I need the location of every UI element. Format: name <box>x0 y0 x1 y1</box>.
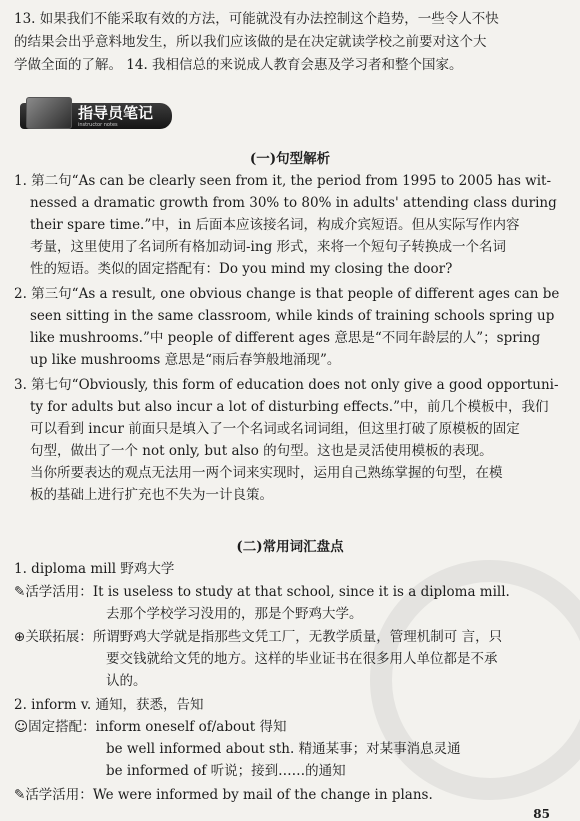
pen-icon: ✎ <box>14 787 26 803</box>
fixed-phrase: be informed of 听说；接到……的通知 <box>106 763 346 779</box>
fixed-label: 固定搭配： <box>28 719 96 735</box>
usage-line <box>14 583 572 601</box>
body-line: seen sitting in the same classroom, while kinds of training schools spring up <box>30 308 555 324</box>
pen-icon: ✎ <box>14 584 26 600</box>
badge-subtitle: instructor notes <box>78 122 118 128</box>
body-line: 考量，这里使用了名词所有格加动词-ing 形式，来将一个短句子转换成一个名词 <box>30 239 507 255</box>
extension-text: 所谓野鸡大学就是指那些文凭工厂，无教学质量，管理机制可 言，只 <box>92 629 503 645</box>
body-line: 当你所要表达的观点无法用一两个词来实现时，运用自己熟练掌握的句型，在模 <box>30 465 503 481</box>
vocab-item: 1. diploma mill 野鸡大学 <box>14 561 175 577</box>
link-icon: ⊕ <box>14 629 26 645</box>
body-line: up like mushrooms 意思是“雨后春笋般地涌现”。 <box>30 352 341 368</box>
section-heading: (二)常用词汇盘点 <box>236 539 344 555</box>
extension-text: 认的。 <box>106 673 147 689</box>
instructor-notes-badge <box>20 103 172 129</box>
usage-translation: 去那个学校学习没用的，那是个野鸡大学。 <box>106 606 363 622</box>
body-line: 可以看到 incur 前面只是填入了一个名词或名词词组，但这里打破了原模板的固定 <box>30 421 520 437</box>
body-line: like mushrooms.”中 people of different ages 意思是“不同年龄层的人”；spring <box>30 330 541 346</box>
body-line: ty for adults but also incur a lot of disturbing effects.”中，前几个模板中，我们 <box>30 399 549 415</box>
extension-line <box>14 628 572 646</box>
usage-example: We were informed by mail of the change in plans. <box>92 787 433 803</box>
page-number: 85 <box>533 807 550 821</box>
fixed-phrase: inform oneself of/about 得知 <box>95 719 287 735</box>
vocab-item: 2. inform v. 通知，获悉，告知 <box>14 697 204 713</box>
body-line: 3. 第七句“Obviously, this form of education does not only give a good opportuni- <box>14 377 559 393</box>
body-line: 2. 第三句“As a result, one obvious change is that people of different ages can be <box>14 286 560 302</box>
top-text-line: 学做全面的了解。 14. 我相信总的来说成人教育会惠及学习者和整个国家。 <box>14 57 463 73</box>
usage-label: 活学活用： <box>25 787 93 803</box>
usage-label: 活学活用： <box>25 584 93 600</box>
body-line: 句型，做出了一个 not only, but also 的句型。这也是灵活使用模板的表现。 <box>30 443 493 459</box>
top-text-line: 的结果会出乎意料地发生，所以我们应该做的是在决定就读学校之前要对这个大 <box>14 34 487 50</box>
smiley-icon: ☺ <box>14 719 29 735</box>
fixed-phrase: be well informed about sth. 精通某事；对某事消息灵通 <box>106 741 461 757</box>
extension-text: 要交钱就给文凭的地方。这样的毕业证书在很多用人单位都是不承 <box>106 651 498 667</box>
body-line: their spare time.”中，in 后面本应该接名词，构成介宾短语。但从实际写作内容 <box>30 217 520 233</box>
body-line: 1. 第二句“As can be clearly seen from it, the period from 1995 to 2005 has wit- <box>14 173 552 189</box>
notes-book-icon <box>26 97 72 129</box>
badge-title: 指导员笔记 <box>78 104 154 122</box>
body-line: 板的基础上进行扩充也不失为一计良策。 <box>30 487 273 503</box>
usage-example: It is useless to study at that school, since it is a diploma mill. <box>92 584 510 600</box>
body-line: 性的短语。类似的固定搭配有：Do you mind my closing the door? <box>30 261 453 277</box>
section-heading: (一)句型解析 <box>249 151 331 167</box>
fixed-phrase-line <box>14 718 572 736</box>
usage-line <box>14 786 572 804</box>
extension-label: 关联拓展： <box>25 629 93 645</box>
body-line: nessed a dramatic growth from 30% to 80% in adults' attending class during <box>30 195 557 211</box>
top-text-line: 13. 如果我们不能采取有效的方法，可能就没有办法控制这个趋势，一些令人不快 <box>14 11 499 27</box>
